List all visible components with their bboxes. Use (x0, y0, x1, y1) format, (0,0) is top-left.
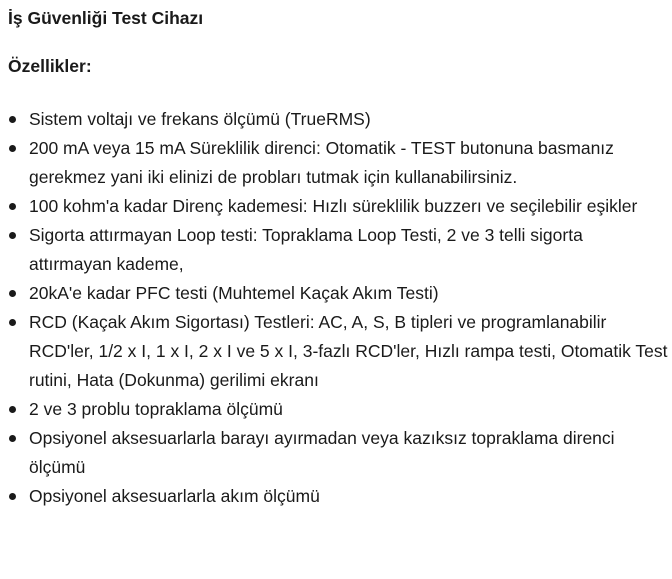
bullet-icon (9, 203, 16, 210)
bullet-icon (9, 232, 16, 239)
list-item (8, 424, 669, 482)
list-item-text: Sistem voltajı ve frekans ölçümü (TrueRMS) (29, 109, 371, 129)
bullet-icon (9, 145, 16, 152)
list-item-text: Opsiyonel aksesuarlarla akım ölçümü (29, 486, 320, 506)
bullet-icon (9, 116, 16, 123)
list-item (8, 308, 669, 395)
list-item-text: RCD (Kaçak Akım Sigortası) Testleri: AC, A, S, B tipleri ve programlanabilir RCD'ler, 1/2 x I, 1 x I, 2 x I ve 5 x I, 3-fazlı RCD'ler, Hızlı rampa testi, Otomatik Test rutini, Hata (Dokunma) gerilimi ekranı (29, 312, 668, 390)
list-item-text: 100 kohm'a kadar Direnç kademesi: Hızlı süreklilik buzzerı ve seçilebilir eşikler (29, 196, 638, 216)
bullet-icon (9, 406, 16, 413)
list-item-text: 2 ve 3 problu topraklama ölçümü (29, 399, 283, 419)
list-item-text: Opsiyonel aksesuarlarla barayı ayırmadan veya kazıksız topraklama direnci ölçümü (29, 428, 615, 477)
list-item (8, 482, 669, 511)
list-item (8, 395, 669, 424)
bullet-icon (9, 493, 16, 500)
list-item (8, 279, 669, 308)
features-heading: Özellikler: (8, 56, 92, 76)
bullet-icon (9, 290, 16, 297)
list-item (8, 192, 669, 221)
features-list (8, 105, 672, 511)
page-title: İş Güvenliği Test Cihazı (8, 8, 204, 28)
list-item (8, 221, 669, 279)
list-item-text: Sigorta attırmayan Loop testi: Topraklama Loop Testi, 2 ve 3 telli sigorta attırmayan kademe, (29, 225, 583, 274)
list-item (8, 134, 669, 192)
list-item-text: 20kA'e kadar PFC testi (Muhtemel Kaçak Akım Testi) (29, 283, 439, 303)
bullet-icon (9, 319, 16, 326)
list-item (8, 105, 669, 134)
list-item-text: 200 mA veya 15 mA Süreklilik direnci: Otomatik - TEST butonuna basmanız gerekmez yani iki elinizi de probları tutmak için kullanabilirsiniz. (29, 138, 614, 187)
bullet-icon (9, 435, 16, 442)
